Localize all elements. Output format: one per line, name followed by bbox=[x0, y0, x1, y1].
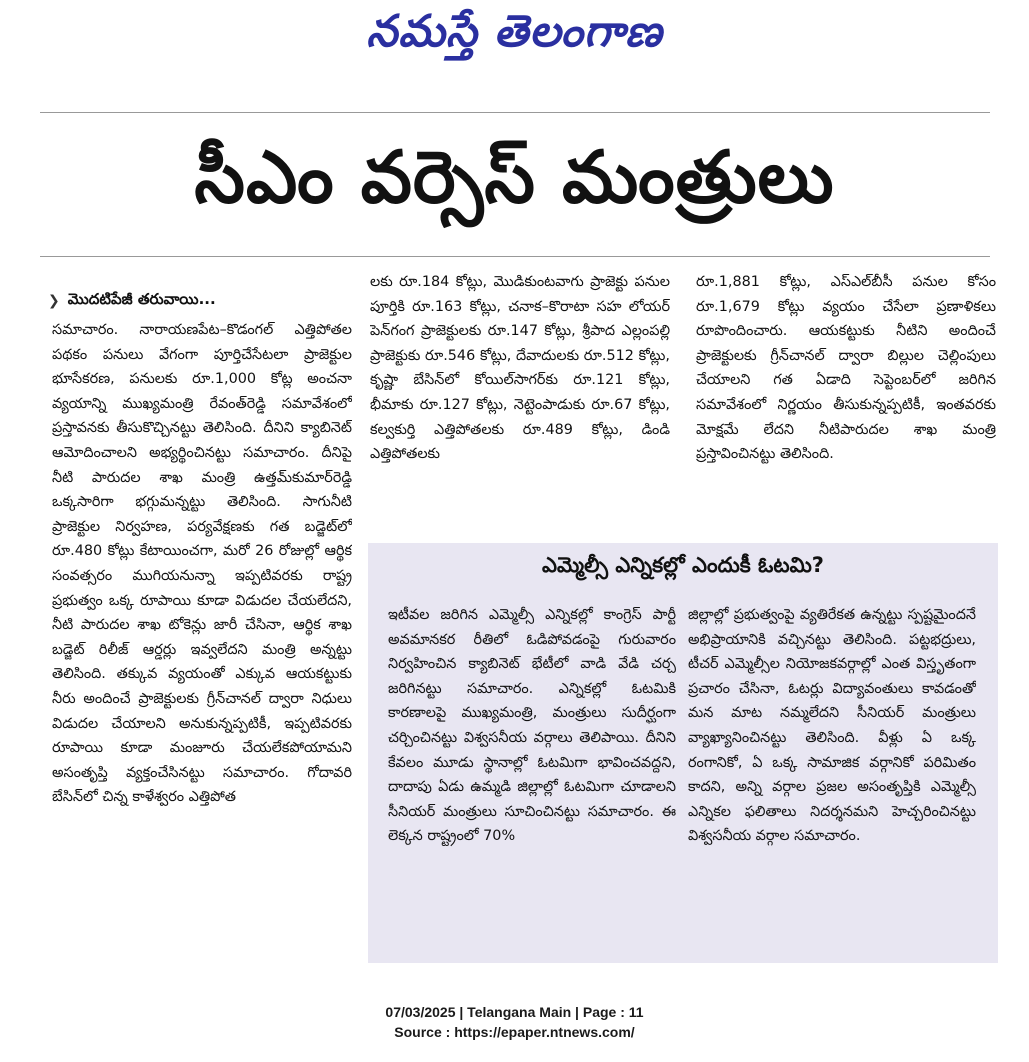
kicker-text: మొదటిపేజీ తరువాయి... bbox=[67, 290, 216, 308]
article-column-1: సమాచారం. నారాయణపేట–కొడంగల్ ఎత్తిపోతల పథకం పనులు వేగంగా పూర్తిచేసేటలా ప్రాజెక్టుల భూసేకరణ, పనులకు రూ.1,000 కోట్ల అంచనా వ్యయాన్ని ముఖ్యమంత్రి రేవంత్‌రెడ్డి సమావేశంలో ప్రస్తావనకు తీసుకొచ్చినట్టు తెలిసింది. దీనిని క్యాబినెట్ ఆమోదించాలని అభ్యర్థించినట్టు సమాచారం. దీనిపై నీటి పారుదల శాఖ మంత్రి ఉత్తమ్‌కుమార్‌రెడ్డి ఒక్కసారిగా భగ్గుమన్నట్టు తెలిసింది. సాగునీటి ప్రాజెక్టుల నిర్వహణ, పర్యవేక్షణకు గత బడ్జెట్‌లో రూ.480 కోట్లు కేటాయించగా, మరో 26 రోజుల్లో ఆర్థిక సంవత్సరం ముగియనున్నా ఇప్పటివరకు రాష్ట్ర ప్రభుత్వం ఒక్క రూపాయి కూడా విడుదల చేయలేదని, నీటి పారుదల శాఖ టోకెన్లు జారీ చేసినా, ఆర్థిక శాఖ బడ్జెట్ రిలీజ్ ఆర్డర్లు ఇవ్వలేదని మంత్రి అన్నట్టు తెలిసింది. తక్కువ వ్యయంతో ఎక్కువ ఆయకట్టుకు నీరు అందించే ప్రాజెక్టులకు గ్రీన్‌చానల్ ద్వారా నిధులు విడుదల చేయాలని అనుకున్నప్పటికీ, ఇప్పటివరకు రూపాయి కూడా మంజూరు చేయలేకపోయామని అసంతృప్తి వ్యక్తంచేసినట్టు సమాచారం. గోదావరి బేసిన్‌లో చిన్న కాళేశ్వరం ఎత్తిపోత bbox=[52, 322, 352, 806]
chevron-right-icon: ❯ bbox=[48, 293, 60, 309]
sidebar-box bbox=[368, 543, 998, 963]
sidebar-box-title: ఎమ్మెల్సీ ఎన్నికల్లో ఎందుకీ ఓటమి? bbox=[542, 553, 824, 577]
article-column-3: రూ.1,881 కోట్లు, ఎస్‌ఎల్‌బీసీ పనుల కోసం రూ.1,679 కోట్లు వ్యయం చేసేలా ప్రణాళికలు రూపొందించారు. ఆయకట్టుకు నీటిని అందించే ప్రాజెక్టులకు గ్రీన్‌చానల్ ద్వారా బిల్లుల చెల్లింపులు చేయాలని గత ఏడాది సెప్టెంబర్‌లో జరిగిన సమావేశంలో నిర్ణయం తీసుకున్నప్పటికీ, ఇంతవరకు మోక్షమే లేదని నీటిపారుదల శాఖ మంత్రి ప్రస్తావించినట్టు తెలిసింది. bbox=[696, 274, 996, 463]
headline-divider bbox=[40, 256, 990, 257]
continuation-kicker bbox=[48, 290, 216, 312]
sidebar-box-column-1: ఇటీవల జరిగిన ఎమ్మెల్సీ ఎన్నికల్లో కాంగ్రెస్ పార్టీ అవమానకర రీతిలో ఓడిపోవడంపై గురువారం నిర్వహించిన క్యాబినెట్ భేటీలో వాడి వేడి చర్చ జరిగినట్టు సమాచారం. ఎన్నికల్లో ఓటమికి కారణాలపై ముఖ్యమంత్రి, మంత్రులు సుదీర్ఘంగా చర్చించినట్టు విశ్వసనీయ వర్గాలు తెలిపాయి. దీనిని కేవలం మూడు స్థానాల్లో ఓటమిగా భావించవద్దని, దాదాపు ఏడు ఉమ్మడి జిల్లాల్లో ఓటమిగా చూడాలని సీనియర్ మంత్రులు సూచించినట్టు సమాచారం. ఈ లెక్కన రాష్ట్రంలో 70% bbox=[388, 607, 676, 845]
footer-source: Source : https://epaper.ntnews.com/ bbox=[394, 1024, 635, 1040]
footer-date-page: 07/03/2025 | Telangana Main | Page : 11 bbox=[385, 1004, 644, 1020]
article-column-2: లకు రూ.184 కోట్లు, మొడికుంటవాగు ప్రాజెక్టు పనుల పూర్తికి రూ.163 కోట్లు, చనాక–కొరాటా సహ లోయర్ పెన్‌గంగ ప్రాజెక్టులకు రూ.147 కోట్లు, శ్రీపాద ఎల్లంపల్లి ప్రాజెక్టుకు రూ.546 కోట్లు, దేవాదులకు రూ.512 కోట్లు, కృష్ణా బేసిన్‌లో కోయిల్‌సాగర్‌కు రూ.121 కోట్లు, భీమాకు రూ.127 కోట్లు, నెట్టెంపాడుకు రూ.67 కోట్లు, కల్వకుర్తి ఎత్తిపోతలకు రూ.489 కోట్లు, డిండి ఎత్తిపోతలకు bbox=[370, 274, 670, 463]
masthead-divider bbox=[40, 112, 990, 113]
newspaper-masthead: నమస్తే తెలంగాణ bbox=[366, 6, 663, 57]
sidebar-box-column-2: జిల్లాల్లో ప్రభుత్వంపై వ్యతిరేకత ఉన్నట్టు స్పష్టమైందనే అభిప్రాయానికి వచ్చినట్టు తెలిసింది. పట్టభద్రులు, టీచర్ ఎమ్మెల్సీల నియోజకవర్గాల్లో ఎంత విస్తృతంగా ప్రచారం చేసినా, ఓటర్లు విద్యావంతులు కావడంతో మన మాట నమ్మలేదని సీనియర్ మంత్రులు వ్యాఖ్యానించినట్టు తెలిసింది. వీళ్లు ఏ ఒక్క రంగానికో, ఏ ఒక్క సామాజిక వర్గానికో పరిమితం కాదని, అన్ని వర్గాల ప్రజల అసంతృప్తికి ఎమ్మెల్సీ ఎన్నికల ఫలితాలు నిదర్శనమని హెచ్చరించినట్టు విశ్వసనీయ వర్గాల సమాచారం. bbox=[688, 607, 976, 845]
headline: సీఎం వర్సెస్ మంత్రులు bbox=[194, 135, 835, 219]
